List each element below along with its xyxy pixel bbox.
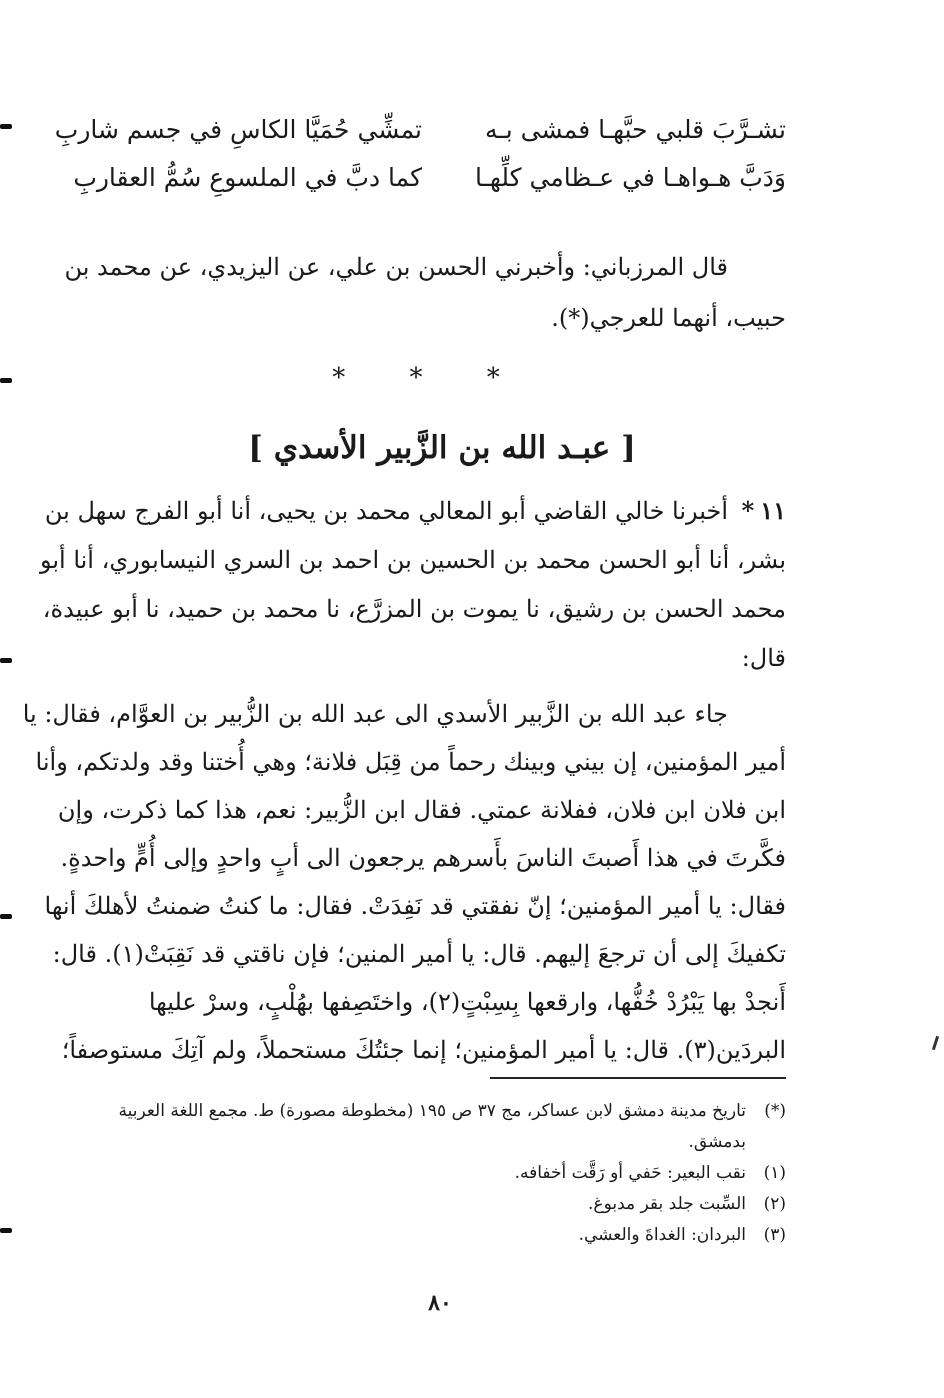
paragraph-line: بشر، أنا أبو الحسن محمد بن الحسين بن احمد بن السري النيسابوري، أنا أبو xyxy=(39,546,786,574)
page-number: ٨٠ xyxy=(428,1290,452,1316)
scan-mark xyxy=(0,658,12,663)
paragraph-line: أمير المؤمنين، إن بيني وبينك رحماً من قِبَل فلانة؛ وهي أُختنا وقد ولدتكم، وأنا xyxy=(35,748,786,776)
paragraph-line: حبيب، أنهما للعرجي(*). xyxy=(551,304,786,332)
paragraph-line: فقال: يا أمير المؤمنين؛ إنّ نفقتي قد نَفِدَتْ. فقال: ما كنتُ ضمنتُ لأهلكَ أنها xyxy=(44,892,786,920)
footnotes xyxy=(92,1096,786,1251)
verse-second-hemistich: كما دبَّ في الملسوعِ سُمُّ العقاربِ xyxy=(73,163,422,192)
paragraph-line xyxy=(44,486,786,536)
paragraph-line: قال المرزباني: وأخبرني الحسن بن علي، عن اليزيدي، عن محمد بن xyxy=(64,253,728,281)
footnote-mark: (٢) xyxy=(763,1194,786,1214)
paragraph-line: جاء عبد الله بن الزَّبير الأسدي الى عبد الله بن الزُّبير بن العوَّام، فقال: يا xyxy=(22,700,728,728)
paragraph-line: قال: xyxy=(741,644,786,672)
footnote xyxy=(92,1158,786,1189)
section-separator: * * * xyxy=(332,363,528,393)
footnote-text: تاريخ مدينة دمشق لابن عساكر، مج ٣٧ ص ١٩٥ (مخطوطة مصورة) ط. مجمع اللغة العربية بدمشق. xyxy=(118,1101,746,1152)
scan-mark xyxy=(0,124,12,129)
footnote-mark: (١) xyxy=(763,1163,786,1183)
entry-number: ١١ xyxy=(760,496,786,525)
scan-mark xyxy=(0,378,12,383)
footnote-mark: (*) xyxy=(764,1101,786,1121)
footnote xyxy=(92,1096,786,1158)
footnote-mark: (٣) xyxy=(763,1225,786,1245)
paragraph-line: ابن فلان ابن فلان، ففلانة عمتي. فقال ابن الزُّبير: نعم، هذا كما ذكرت، وإن xyxy=(57,796,786,824)
paragraph-line: محمد الحسن بن رشيق، نا يموت بن المزرَّع، نا محمد بن حميد، نا أبو عبيدة، xyxy=(42,595,786,623)
section-heading: [ عبـد الله بن الزَّبير الأسدي ] xyxy=(248,430,636,466)
paragraph-line: فكَّرتَ في هذا أَصبتَ الناسَ بأَسرهم يرجعون الى أبٍ واحدٍ وإلى أُمٍّ واحدةٍ. xyxy=(60,844,786,872)
verse-second-hemistich: تمشِّي حُمَيَّا الكاسِ في جسم شاربِ xyxy=(54,115,422,144)
poem-verse xyxy=(54,108,786,152)
scan-mark xyxy=(0,914,12,919)
poem-verse xyxy=(73,156,786,200)
paragraph-line-text: أخبرنا خالي القاضي أبو المعالي محمد بن يحيى، أنا أبو الفرج سهل بن xyxy=(44,497,729,525)
paragraph-line: البردَين(٣). قال: يا أمير المؤمنين؛ إنما جئتُكَ مستحملاً، ولم آتِكَ مستوصفاً؛ xyxy=(61,1036,786,1064)
footnote-text: السِّبت جلد بقر مدبوغ. xyxy=(588,1194,746,1214)
footnote-rule xyxy=(490,1077,786,1079)
scan-mark xyxy=(0,1228,12,1233)
paragraph-line: أَنجدْ بها يَبْرُدْ خُفُّها، وارقعها بِسِبْتٍ(٢)، واختَصِفها بهُلْبٍ، وسرْ عليها xyxy=(148,988,786,1016)
footnote xyxy=(92,1189,786,1220)
scan-mark xyxy=(932,1036,939,1050)
verse-first-hemistich: وَدَبَّ هـواهـا في عـظامي كلِّهـا xyxy=(474,163,786,192)
entry-star-marker: * xyxy=(741,496,755,525)
isnad-paragraph xyxy=(39,486,786,683)
attribution-paragraph xyxy=(64,242,786,344)
paragraph-line: تكفيكَ إلى أن ترجعَ إليهم. قال: يا أمير المنين؛ فإن ناقتي قد نَقِبَتْ(١). قال: xyxy=(52,940,786,968)
story-paragraph xyxy=(22,690,786,1074)
verse-first-hemistich: تشـرَّبَ قلبي حبَّهـا فمشى بـه xyxy=(484,115,786,144)
footnote-text: نقب البعير: حَفي أو رَقَّت أخفافه. xyxy=(514,1163,746,1183)
footnote xyxy=(92,1220,786,1251)
footnote-text: البردان: الغداةَ والعشي. xyxy=(578,1225,746,1245)
